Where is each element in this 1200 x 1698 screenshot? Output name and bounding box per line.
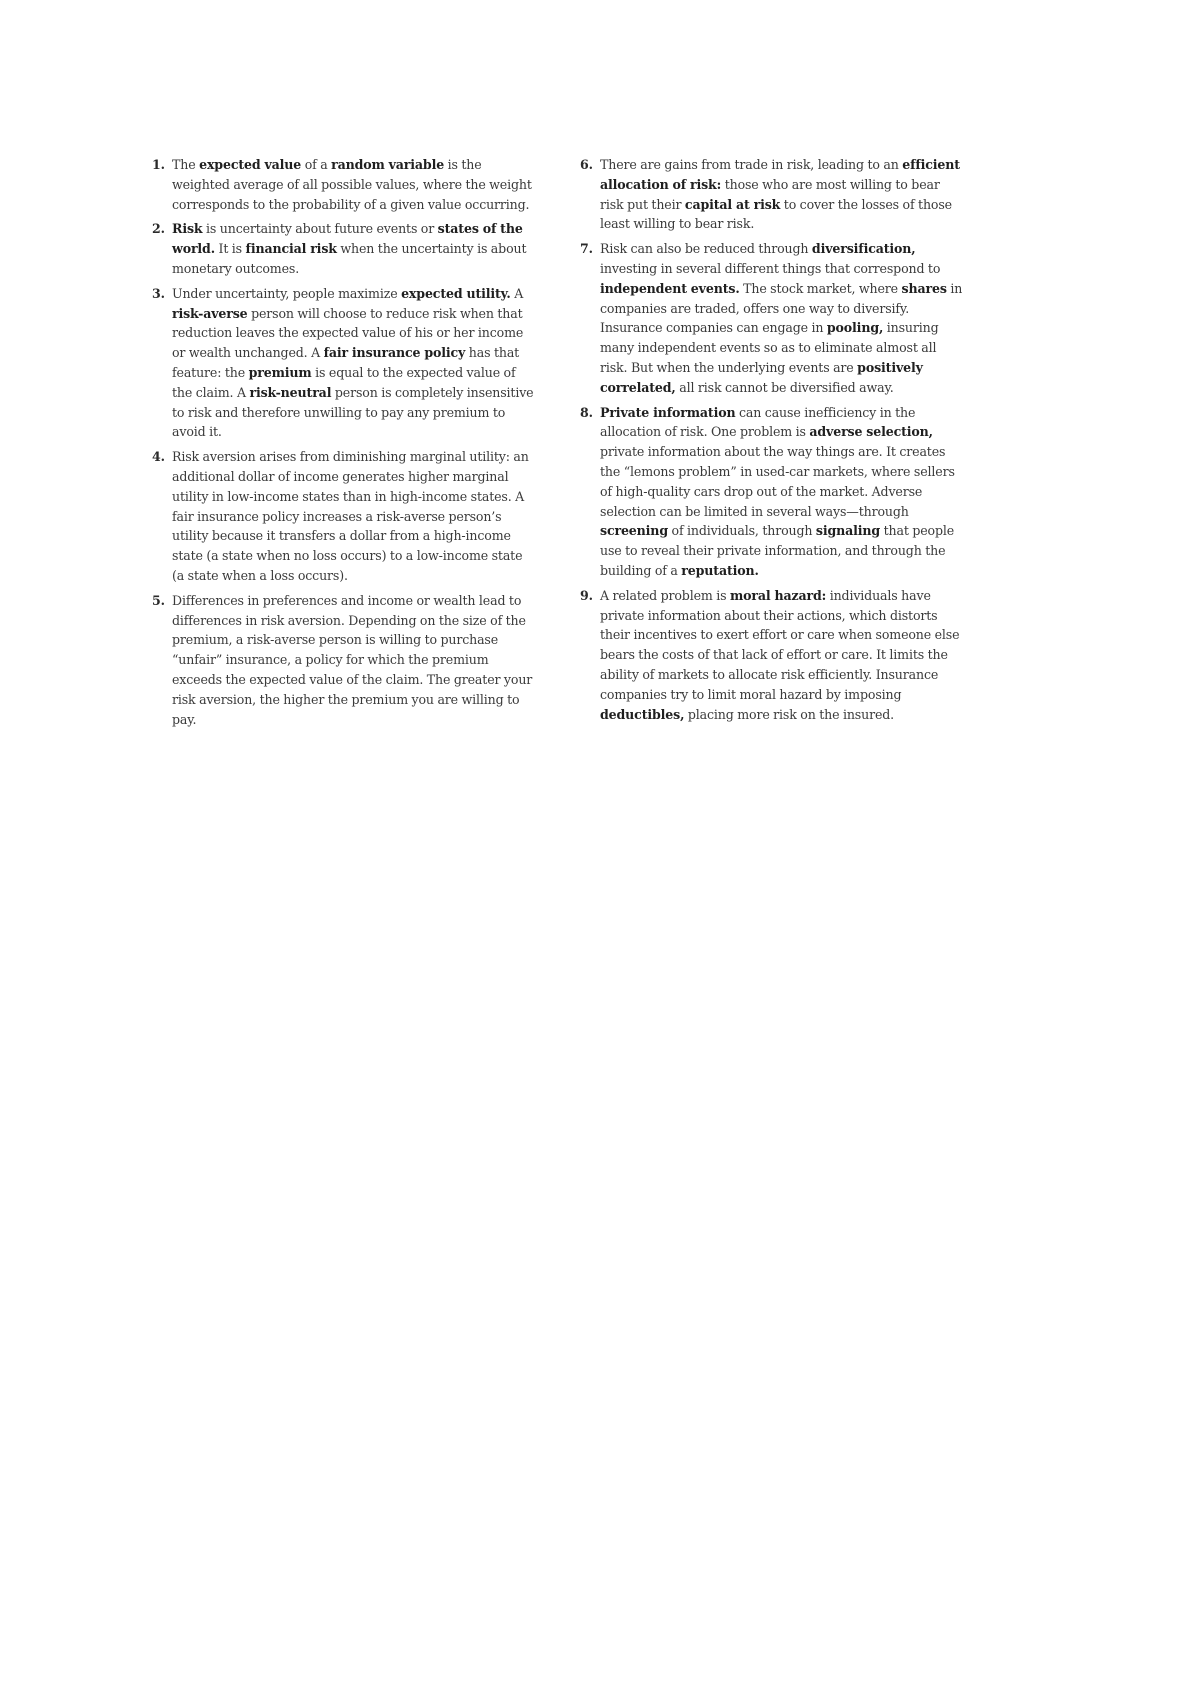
key-term: adverse selection, [809,424,933,440]
item-number: 4. [152,449,165,465]
text-run: The [172,157,200,172]
text-run: person will choose to reduce risk when that reduction leaves the expected value of his or her income or wealth unchanged. A [172,305,524,361]
key-term: random variable [331,157,445,172]
summary-list-left [152,155,537,729]
text-run: to cover the losses of those least willing to bear risk. [600,196,952,232]
key-term: efficient allocation of risk: [600,157,960,192]
item-number: 7. [580,241,593,257]
item-text [600,241,962,395]
key-term: signaling [815,523,881,539]
key-term: premium [248,364,312,380]
item-text [600,157,960,231]
text-run: in companies are traded, offers one way to diversify. Insurance companies can engage in [600,280,963,336]
summary-item [580,586,965,725]
text-run: those who are most willing to bear risk put their [600,176,940,212]
text-run: can cause inefficiency in the allocation of risk. One problem is [600,404,916,440]
summary-item [152,219,537,278]
key-term: screening [600,523,668,539]
key-term: diversification, [811,241,916,257]
text-run: Differences in preferences and income or wealth lead to differences in risk aversion. Depending on the size of the premium, a risk-averse person is willing to purchase “unfair” insurance, a policy for which the premium exceeds the expected value of the claim. The greater your risk aversion, the higher the premium you are willing to pay. [172,592,533,727]
text-run: is equal to the expected value of the claim. A [172,364,516,400]
key-term: states of the world. [172,221,523,257]
item-number: 8. [580,404,593,420]
text-run: There are gains from trade in risk, leading to an [600,157,903,172]
text-run: private information about the way things are. It creates the “lemons problem” in used-car markets, where sellers of high-quality cars drop out of the market. Adverse selection can be limited in several ways—through [600,444,955,519]
key-term: moral hazard: [729,587,827,603]
text-run: Risk aversion arises from diminishing marginal utility: an additional dollar of income generates higher marginal utility in low-income states than in high-income states. A fair insurance policy increases a risk-averse person’s utility because it transfers a dollar from a high-income state (a state when no loss occurs) to a low-income state (a state when a loss occurs). [172,449,529,583]
summary-item [580,403,965,581]
item-number: 5. [152,592,165,608]
text-run: has that feature: the [172,345,520,380]
item-text [600,588,959,722]
key-term: Private information [600,404,736,420]
text-run: investing in several different things that correspond to [600,260,941,276]
item-text [172,221,526,276]
text-run: of individuals, through [667,523,816,539]
key-term: reputation. [681,562,759,578]
key-term: Risk [172,221,203,237]
text-run: Risk can also be reduced through [600,241,812,257]
key-term: pooling, [826,320,884,336]
text-run: individuals have private information about their actions, which distorts their incentives to exert effort or care when someone else bears the costs of that lack of effort or care. It limits the ability of markets to allocate risk efficiently. Insurance companies try to limit moral hazard by imposing [600,587,960,702]
item-text [172,449,529,583]
summary-item [152,284,537,442]
right-column [580,155,965,729]
item-number: 6. [580,157,593,172]
text-run: A [510,285,524,301]
text-run: that people use to reveal their private information, and through the building of a [600,523,955,578]
item-text [600,405,955,578]
key-term: expected value [199,157,302,172]
text-run: of a [301,157,332,172]
summary-list-right [580,155,965,724]
key-term: financial risk [245,241,337,257]
text-run: when the uncertainty is about monetary outcomes. [172,241,527,276]
text-run: insuring many independent events so as to eliminate almost all risk. But when the underlying events are [600,320,939,375]
item-text [172,593,532,727]
key-term: independent events. [600,280,740,296]
text-run: is uncertainty about future events or [202,221,438,237]
key-term: risk-neutral [249,384,332,400]
text-run: placing more risk on the insured. [684,706,895,722]
item-number: 2. [152,221,165,237]
key-term: fair insurance policy [323,345,466,361]
summary-item [152,447,537,586]
summary-item [580,155,965,234]
key-term: expected utility. [401,285,511,301]
item-text [172,157,532,212]
key-term: risk-averse [172,305,248,321]
key-term: deductibles, [600,706,685,722]
key-term: shares [901,280,947,296]
text-run: It is [214,241,246,257]
text-run: all risk cannot be diversified away. [675,379,894,395]
text-run: The stock market, where [739,280,902,296]
item-number: 1. [152,157,165,172]
key-term: capital at risk [684,196,781,212]
summary-item [152,591,537,730]
item-text [172,286,533,440]
text-run: person is completely insensitive to risk and therefore unwilling to pay any premium to avoid it. [172,384,534,440]
summary-item [580,239,965,397]
text-run: A related problem is [600,587,730,603]
text-run: Under uncertainty, people maximize [172,285,402,301]
summary-item [152,155,537,214]
item-number: 3. [152,285,165,301]
text-run: is the weighted average of all possible values, where the weight corresponds to the probability of a given value occurring. [172,157,532,212]
key-term: positively correlated, [600,359,923,395]
item-number: 9. [580,587,593,603]
left-column [152,155,537,734]
